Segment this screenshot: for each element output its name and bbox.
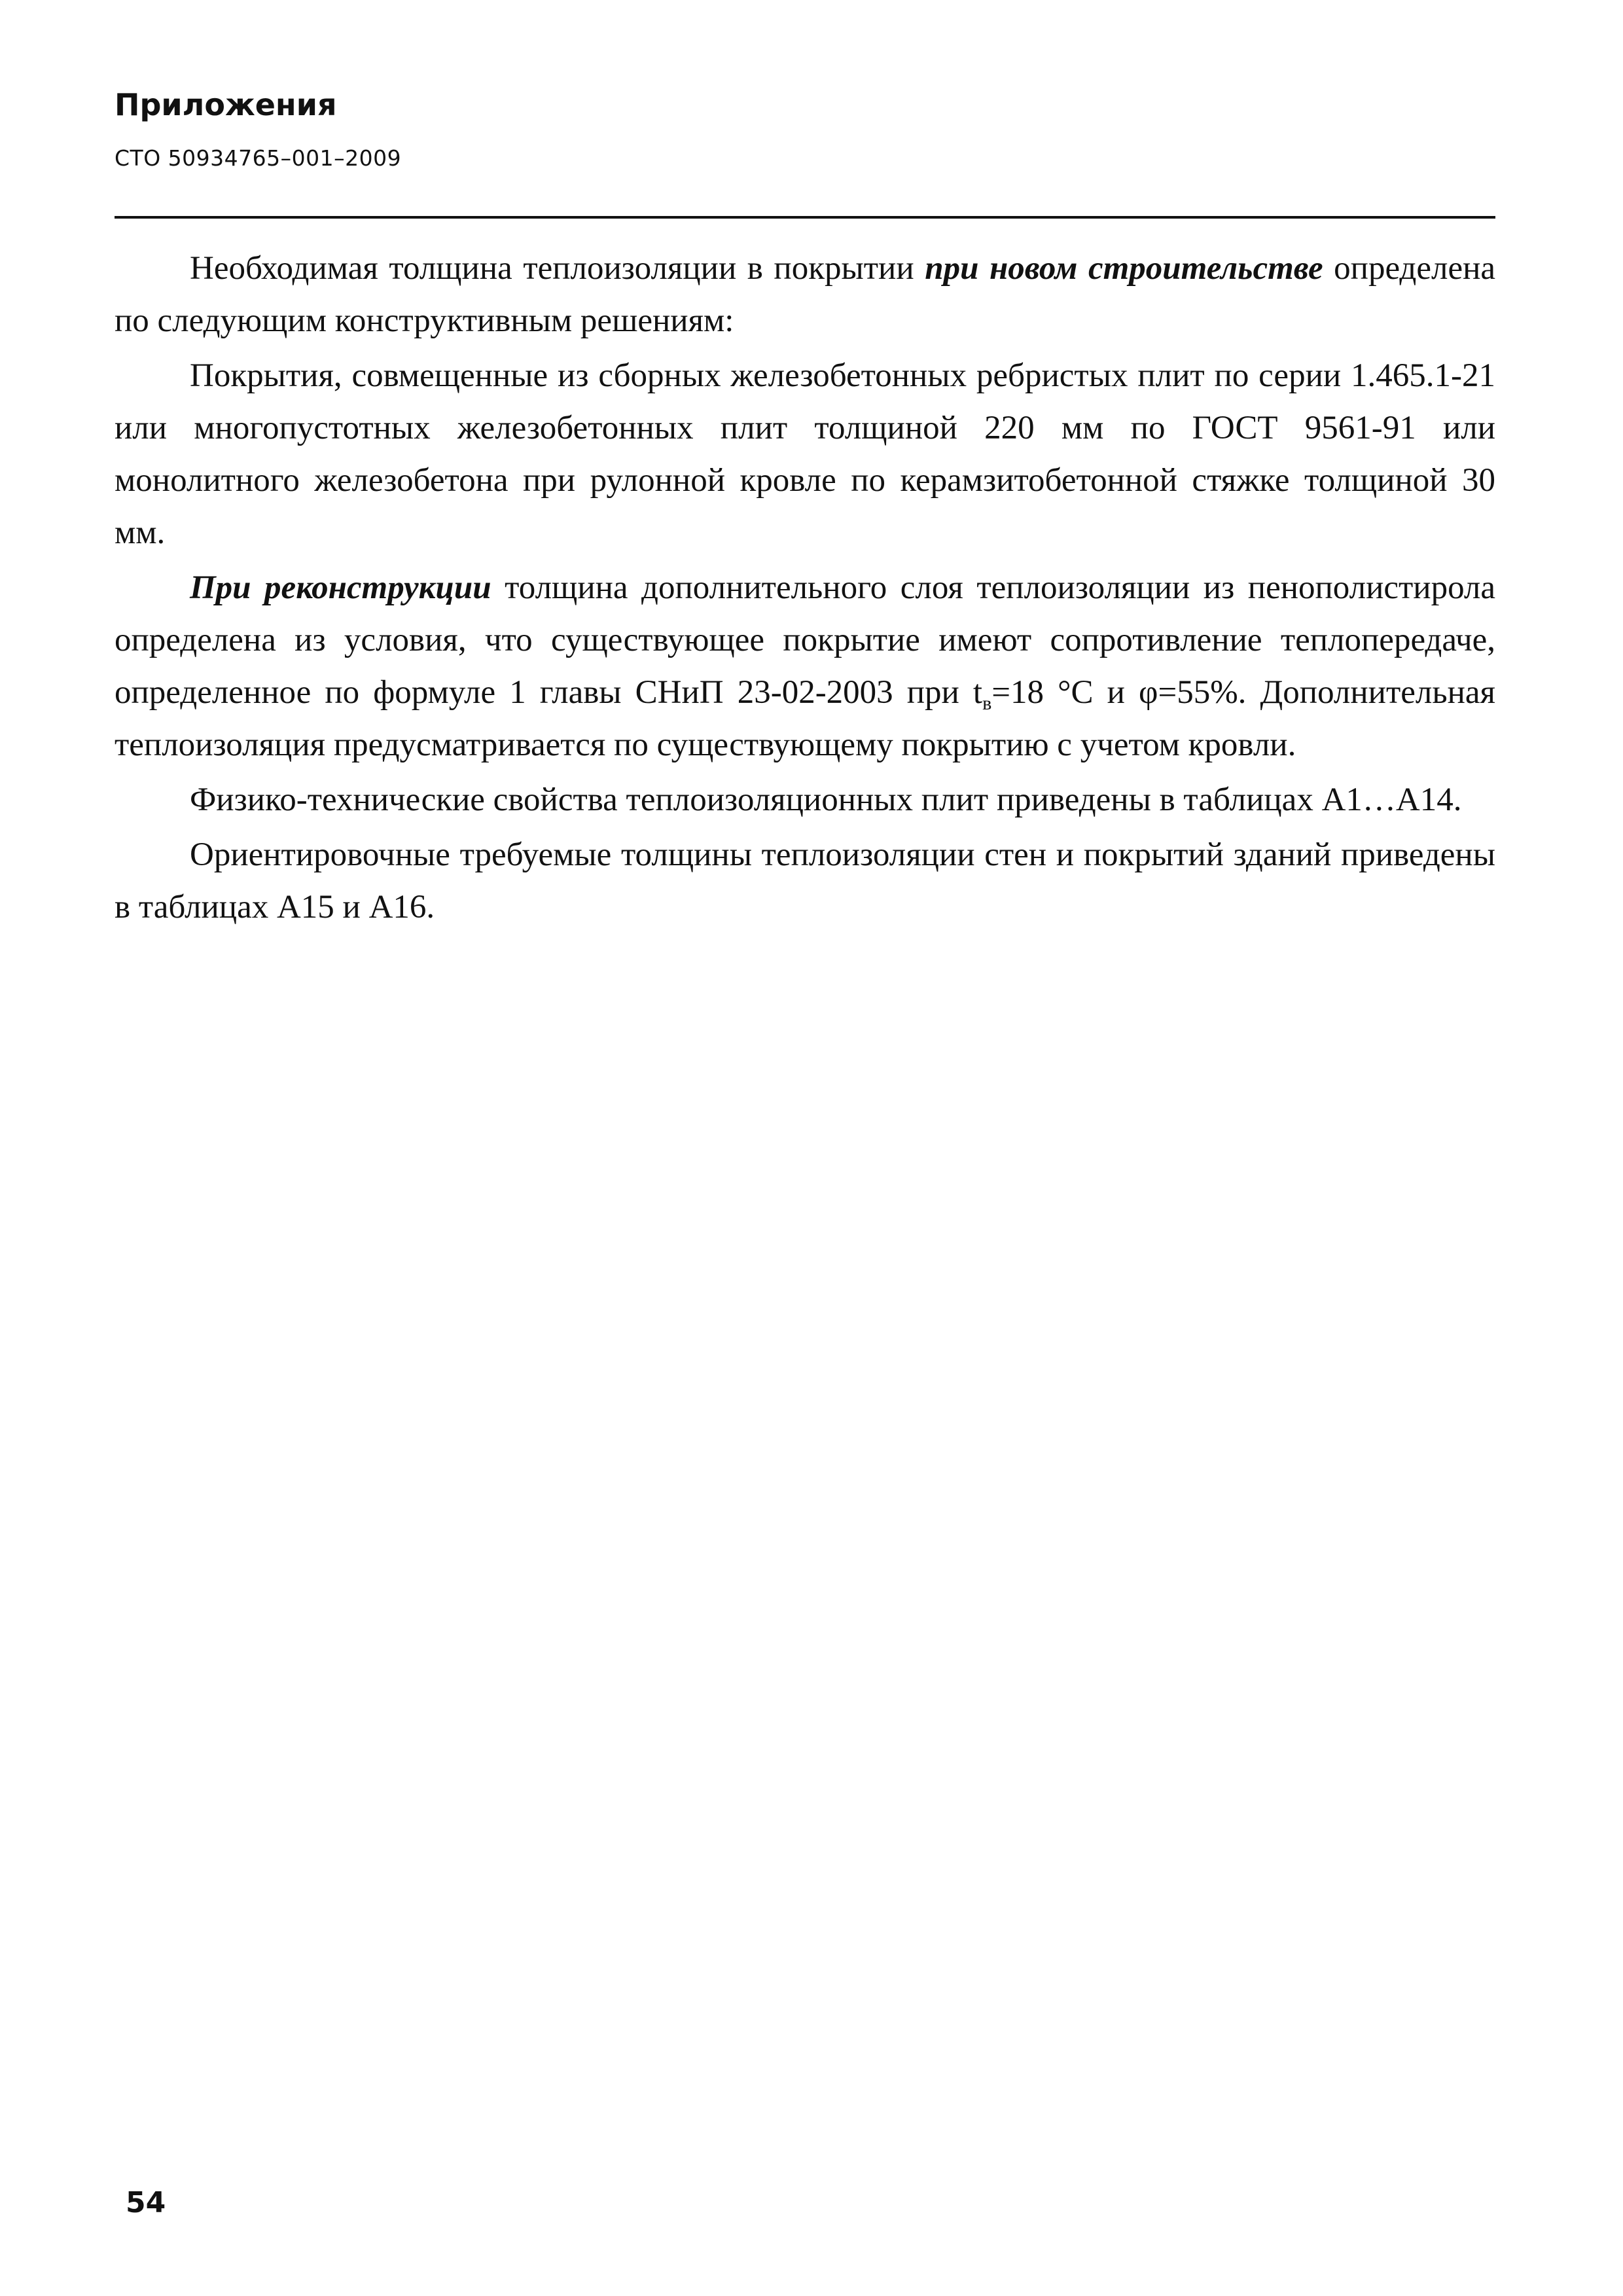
paragraph-4: Физико-технические свойства теплоизоляционных плит приведены в таблицах А1…А14. — [190, 781, 1462, 818]
paragraph-1-emphasis: при новом строительстве — [925, 250, 1323, 287]
page-number: 54 — [126, 2186, 166, 2219]
paragraph-3-emphasis: При реконструкции — [190, 569, 491, 606]
paragraph-1-text-before: Необходимая толщина теплоизоляции в покрытии — [190, 250, 925, 287]
section-title: Приложения — [115, 87, 337, 122]
paragraph-3-subscript: в — [982, 692, 992, 714]
paragraph-1 — [115, 242, 1495, 347]
paragraph-2: Покрытия, совмещенные из сборных железобетонных ребристых плит по серии 1.465.1-21 или многопустотных железобетонных плит толщиной 220 мм по ГОСТ 9561-91 или монолитного железобетона при рулонной кровле по керамзитобетонной стяжке толщиной 30 мм. — [115, 357, 1495, 551]
paragraph-1-text-after: определена по следующим конструктивным решениям: — [115, 250, 1496, 339]
page-header — [115, 85, 1495, 173]
body-text — [115, 242, 1495, 936]
paragraph-3 — [115, 562, 1495, 771]
document-code: СТО 50934765–001–2009 — [115, 145, 402, 171]
paragraph-3-text-2: =18 °С и φ=55%. Дополнительная теплоизоляция предусматривается по существующему покрытию с учетом кровли. — [115, 674, 1495, 763]
paragraph-5: Ориентировочные требуемые толщины теплоизоляции стен и покрытий зданий приведены в таблицах А15 и А16. — [115, 836, 1495, 925]
header-divider — [115, 216, 1495, 219]
paragraph-3-text-1: толщина дополнительного слоя теплоизоляции из пенополистирола определена из условия, что существующее покрытие имеют сопротивление теплопередаче, определенное по формуле 1 главы СНиП 23-02-2003 при t — [115, 569, 1495, 711]
